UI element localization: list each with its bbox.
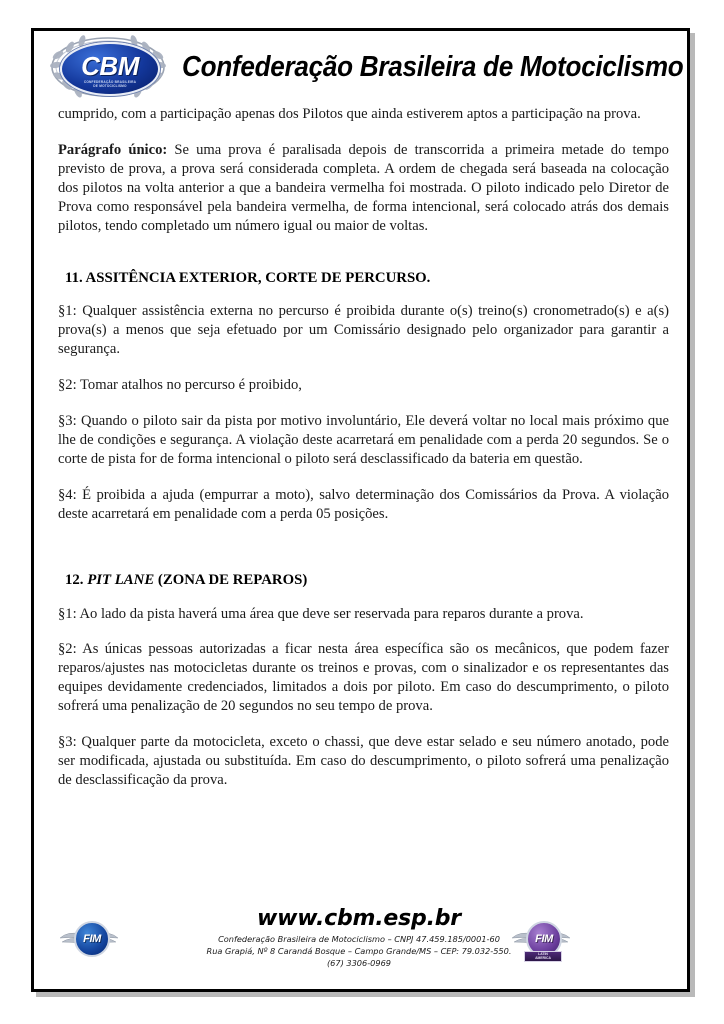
document-footer (34, 907, 693, 987)
fim-latin-america-text: FIM (535, 933, 553, 945)
fim-logo-circle (74, 921, 110, 957)
section-12-number: 12. (65, 572, 88, 589)
fim-banner-line-1: LATIN (538, 951, 548, 956)
section-12-paragraph-3: §3: Qualquer parte da motocicleta, exceto o chassi, que deve estar selado e seu número anotado, pode ser modificada, ajustada ou substituída. Em caso do descumprimento, o piloto sofrerá uma penalização de desclassificação da prova. (58, 734, 669, 789)
section-11-paragraph-4: §4: É proibida a ajuda (empurrar a moto), salvo determinação dos Comissários da Prova. A violação deste acarretará em penalidade com a perda 05 posições. (58, 487, 669, 523)
cbm-logo-subtitle (84, 80, 136, 88)
page-frame (31, 28, 690, 992)
fim-logo (58, 913, 120, 965)
website-url: www.cbm.esp.br (257, 906, 461, 931)
section-11-paragraph-3: §3: Quando o piloto sair da pista por motivo involuntário, Ele deverá voltar no local mais próximo que lhe de condições e segurança. A violação deste acarretará em penalidade com a perda 20 segundos. Se o corte de pista for de forma intencional o piloto será desclassificado da bateria em questão. (58, 413, 669, 468)
section-12-paragraph-1: §1: Ao lado da pista haverá uma área que deve ser reservada para reparos durante a prova. (58, 605, 584, 622)
cbm-logo-subtitle-line2: DE MOTOCICLISMO (93, 83, 127, 88)
document-header (34, 33, 693, 101)
paragrafo-unico-text: Se uma prova é paralisada depois de transcorrida a primeira metade do tempo previsto de prova, a prova será considerada completa. A ordem de chegada será baseada na colocação dos pilotos na volta anterior a que a bandeira vermelha foi mostrada. O piloto indicado pelo Diretor de Prova como responsável pela bandeira vermelha, de forma intencional, será colocado atrás dos demais pilotos, tendo completado um número igual ou maior de voltas. (58, 141, 669, 234)
spacer (58, 253, 669, 269)
section-12-heading (58, 571, 669, 589)
footer-line-2: Rua Grapiá, Nº 8 Carandá Bosque – Campo Grande/MS – CEP: 79.032-550. (206, 946, 512, 957)
footer-line-3: (67) 3306-0969 (326, 957, 392, 968)
page-content (34, 31, 693, 995)
cbm-logo-letters: CBM (81, 50, 139, 81)
section-11-heading: 11. ASSITÊNCIA EXTERIOR, CORTE DE PERCURSO. (65, 269, 431, 286)
organization-title: Confederação Brasileira de Motociclismo (182, 50, 684, 83)
section-12-paragraph-2: §2: As únicas pessoas autorizadas a ficar nesta área específica são os mecânicos, que podem fazer reparos/ajustes nas motocicletas durante os treinos e provas, com o sinalizador e os representantes das equipes devidamente credenciados, limitados a dois por piloto. Em caso do descumprimento, o piloto sofrerá uma penalização de 20 segundos no seu tempo de prova. (58, 641, 669, 715)
fim-latin-america-logo (510, 913, 572, 965)
cbm-logo (46, 35, 170, 99)
paragraph-continued: cumprido, com a participação apenas dos Pilotos que ainda estiverem aptos a participação na prova. (58, 106, 641, 122)
fim-latin-america-banner (524, 951, 562, 962)
section-11-paragraph-2: §2: Tomar atalhos no percurso é proibido, (58, 377, 302, 394)
section-12-rest: (ZONA DE REPAROS) (154, 572, 308, 589)
footer-line-1: Confederação Brasileira de Motociclismo – CNPJ 47.459.185/0001-60 (218, 934, 500, 945)
section-11-paragraph-1: §1: Qualquer assistência externa no percurso é proibida durante o(s) treino(s) cronometrado(s) e a(s) prova(s) a menos que seja efetuado por um Comissário designado pelo organizador para garantir a segurança. (58, 303, 669, 358)
cbm-logo-subtitle-line1: CONFEDERAÇÃO BRASILEIRA (83, 79, 137, 84)
paragraph-unico (58, 141, 669, 236)
section-12-pit-lane: PIT LANE (87, 572, 155, 589)
paragrafo-unico-label: Parágrafo único: (58, 141, 168, 158)
fim-logo-text: FIM (83, 933, 101, 945)
fim-banner-line-2: AMERICA (535, 955, 551, 960)
document-body (58, 105, 669, 807)
cbm-logo-oval (60, 42, 160, 96)
spacer (58, 541, 669, 571)
